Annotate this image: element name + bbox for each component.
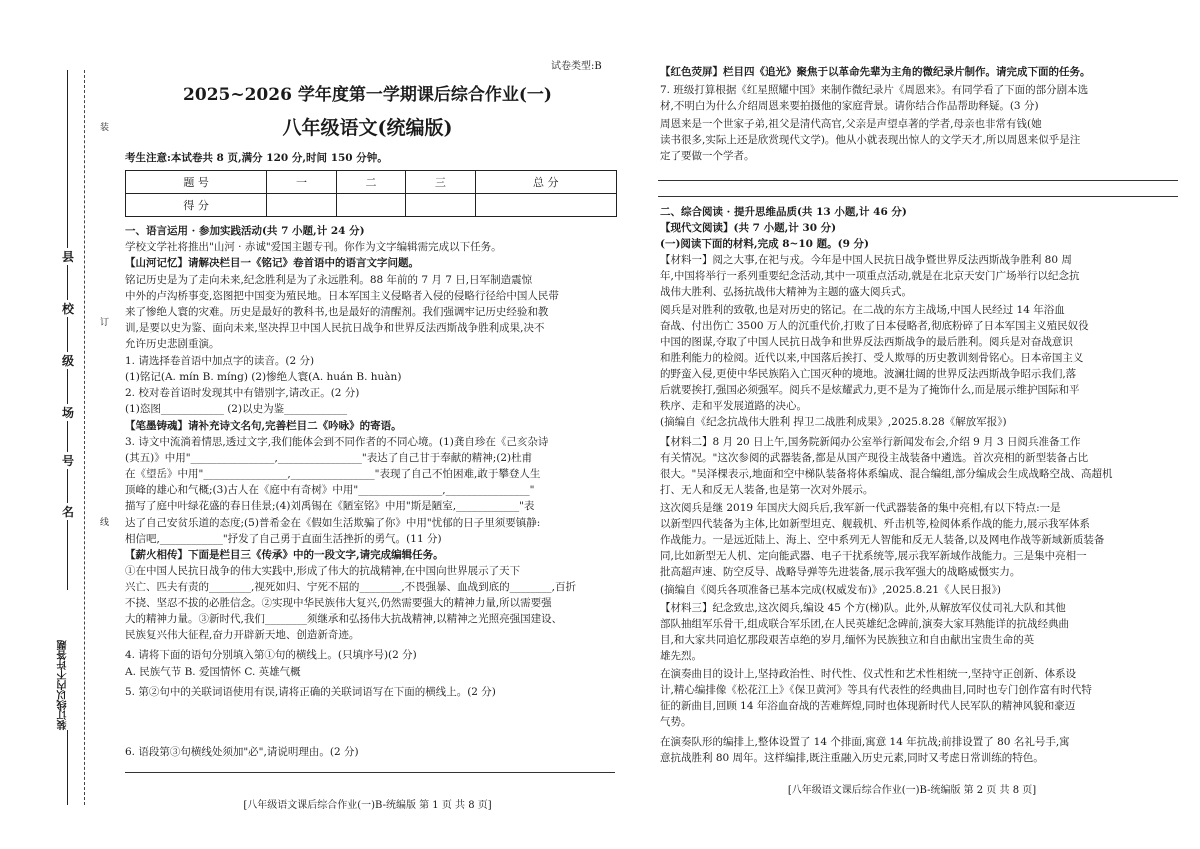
page2-line: 年,中国将举行一系列重要纪念活动,其中一项重点活动,就是在北京天安门广场举行以纪念抗 xyxy=(660,270,1080,282)
exam-page-2 xyxy=(638,0,1186,849)
page2-line: 周恩来是一个世家子弟,祖父是清代高官,父亲是声望卓著的学者,母亲也非常有钱(她 xyxy=(660,118,1042,130)
page2-footer: [八年级语文课后综合作业(一)B-统编版 第 2 页 共 8 页] xyxy=(787,785,1037,796)
binding-margin xyxy=(0,0,110,849)
page1-line: 【山河记忆】请解决栏目一《铭记》卷首语中的语言文字问题。 xyxy=(125,257,419,269)
binding-note: 装订线以内不许答题 xyxy=(56,590,80,730)
answer-line-q7-a xyxy=(658,180,1178,181)
page1-line: 铭记历史是为了走向未来,纪念胜利是为了永远胜利。88 年前的 7 月 7 日,日军制造震惊 xyxy=(125,274,533,286)
page1-line: 1. 请选择卷首语中加点字的读音。(2 分) xyxy=(125,355,315,367)
page1-line: 达了自己安贫乐道的态度;(5)普希金在《假如生活欺骗了你》中用"忧郁的日子里须要镇静: xyxy=(125,517,541,529)
exam-type: 试卷类型:B xyxy=(551,61,602,72)
score-row-label: 得 分 xyxy=(126,194,267,217)
page1-line: 允许历史悲剧重演。 xyxy=(125,338,220,350)
score-header-part3: 三 xyxy=(406,171,475,194)
page2-line: 部队抽组军乐骨干,组成联合军乐团,在人民英雄纪念碑前,演奏大家耳熟能详的抗战经典曲 xyxy=(660,618,1070,630)
page1-line: 民族复兴伟大征程,奋力开辟新天地、创造新奇迹。 xyxy=(125,629,360,641)
page2-line: (一)阅读下面的材料,完成 8~10 题。(9 分) xyxy=(660,238,870,250)
page2-line: 作战能力。一是远近陆上、海上、空中系列无人智能和反无人装备,以及网电作战等新域新质装备 xyxy=(660,534,1105,546)
score-header-part2: 二 xyxy=(336,171,405,194)
page2-line: 以新型四代装备为主体,比如新型坦克、舰载机、歼击机等,检阅体系作战的能力,展示我军体系 xyxy=(660,518,1091,530)
page1-line: 2. 校对卷首语时发现其中有错别字,请改正。(2 分) xyxy=(125,387,360,399)
page1-footer: [八年级语文课后综合作业(一)B-统编版 第 1 页 共 8 页] xyxy=(243,800,492,811)
page2-line: 战伟大胜利、弘扬抗战伟大精神为主题的盛大阅兵式。 xyxy=(660,286,912,298)
page2-line: 计,精心编排像《松花江上》《保卫黄河》等具有代表性的经典曲目,同时也专门创作富有时代特 xyxy=(660,684,1092,696)
page1-line: 来了惨绝人寰的灾难。历史是最好的教科书,也是最好的清醒剂。我们强调牢记历史经验和教 xyxy=(125,306,549,318)
answer-line-q7-b xyxy=(658,196,1178,197)
answer-line-q6 xyxy=(125,772,615,773)
page2-line: 意抗战胜利 80 周年。这样编排,既注重融入历史元素,同时又考虑日常训练的特色。 xyxy=(660,752,1044,764)
page2-line: 有关情况。"这次参阅的武器装备,都是从国产现役主战装备中遴选。首次亮相的新型装备占比 xyxy=(660,452,1089,464)
exam-title: 2025~2026 学年度第一学期课后综合作业(一) xyxy=(183,85,552,105)
page1-line: 【笔墨铸魂】请补充诗文名句,完善栏目二《吟咏》的寄语。 xyxy=(125,420,402,432)
page2-line: 目,和大家共同追忆那段艰苦卓绝的岁月,缅怀为民族独立和自由献出宝贵生命的英 xyxy=(660,634,1035,646)
page1-line: 顶峰的雄心和气概;(3)古人在《庭中有奇树》中用"________________,________________" xyxy=(125,484,535,496)
binding-mark-2: 订 xyxy=(100,318,110,328)
score-cell-part3[interactable] xyxy=(406,194,475,217)
page2-line: 【现代文阅读】(共 7 小题,计 30 分) xyxy=(660,222,837,234)
exam-notice: 考生注意:本试卷共 8 页,满分 120 分,时间 150 分钟。 xyxy=(125,152,388,164)
score-header-label: 题 号 xyxy=(126,171,267,194)
page2-line: 在演奏曲目的设计上,坚持政治性、时代性、仪式性和艺术性相统一,坚持守正创新、体系设 xyxy=(660,668,1077,680)
page2-line: 的野蛮入侵,更使中华民族陷入亡国灭种的境地。波澜壮阔的世界反法西斯战争昭示我们,落 xyxy=(660,368,1077,380)
binding-mark-1: 装 xyxy=(100,123,110,133)
score-cell-part2[interactable] xyxy=(336,194,405,217)
page2-line: 在演奏队形的编排上,整体设置了 14 个排面,寓意 14 年抗战;前排设置了 80 名礼号手,寓 xyxy=(660,736,1070,748)
page2-line: 读书很多,实际上还是欣赏现代文学)。他从小就表现出惊人的文学天才,所以周恩来似乎是注 xyxy=(660,134,1081,146)
page1-line: A. 民族气节 B. 爱国情怀 C. 英雄气概 xyxy=(125,666,301,678)
page1-line: 描写了庭中叶绿花盛的春日佳景;(4)刘禹锡在《陋室铭》中用"斯是陋室,____________"表 xyxy=(125,500,535,512)
page1-line: 中外的卢沟桥事变,恣图把中国变为殖民地。日本军国主义侵略者入侵的侵略行径给中国人民带 xyxy=(125,290,559,302)
page2-line: 【材料一】阅之大事,在祀与戎。今年是中国人民抗日战争暨世界反法西斯战争胜利 80 周 xyxy=(660,254,1072,266)
page1-line: 训,是要以史为鉴、面向未来,坚决捍卫中国人民抗日战争和世界反法西斯战争胜利成果,决不 xyxy=(125,322,545,334)
page2-line: (摘编自《纪念抗战伟大胜利 捍卫二战胜利成果》,2025.8.28《解放军报》) xyxy=(660,416,1007,428)
page1-line: 大的精神力量。③新时代,我们________须继承和弘扬伟大抗战精神,以精神之光照亮强国建设、 xyxy=(125,613,563,625)
page1-line: 【薪火相传】下面是栏目三《传承》中的一段文字,请完成编辑任务。 xyxy=(125,549,444,561)
page2-line: 材,不明白为什么介绍周恩来要拍摄他的家庭背景。请你结合作品帮助释疑。(3 分) xyxy=(660,100,1039,112)
page2-line: 【材料三】纪念致忠,这次阅兵,编设 45 个方(梯)队。此外,从解放军仪仗司礼大队和其他 xyxy=(660,602,1066,614)
page1-line: (1)恣图____________ (2)以史为鉴____________ xyxy=(125,403,348,415)
page1-line: 4. 请将下面的语句分别填入第①句的横线上。(只填序号)(2 分) xyxy=(125,649,417,661)
name-label: 名 xyxy=(61,505,74,519)
page2-line: 批高超声速、防空反导、战略导弹等先进装备,展示我军强大的战略威慑实力。 xyxy=(660,566,1021,578)
page1-line: (其五)》中用"________________,________________"表达了自己甘于奉献的精神;(2)杜甫 xyxy=(125,452,533,464)
binding-dashed-line xyxy=(84,70,85,805)
exam-subtitle: 八年级语文(统编版) xyxy=(282,117,453,139)
page1-line: 不挠、坚忍不拔的必胜信念。②实现中华民族伟大复兴,仍然需要强大的精神力量,所以需要强 xyxy=(125,597,552,609)
page2-line: 这次阅兵是继 2019 年国庆大阅兵后,我军新一代武器装备的集中亮相,有以下特点:一是 xyxy=(660,502,1061,514)
page1-line: 3. 诗文中流淌着情思,透过文字,我们能体会到不同作者的不同心境。(1)龚自珍在《己亥杂诗 xyxy=(125,436,549,448)
score-table xyxy=(125,170,617,217)
seat-number-label: 号 xyxy=(61,454,74,468)
page1-line: 相信吧,____________"抒发了自己勇于直面生活挫折的勇气。(11 分) xyxy=(125,533,442,545)
score-cell-part1[interactable] xyxy=(267,194,336,217)
page2-line: 同,比如新型无人机、定向能武器、电子干扰系统等,展示我军新域作战能力。三是集中亮相一 xyxy=(660,550,1087,562)
score-cell-total[interactable] xyxy=(475,194,616,217)
page1-line: 在《望岳》中用"________________,________________"表现了自己不怕困难,敢于攀登人生 xyxy=(125,468,541,480)
page2-line: 定了要做一个学者。 xyxy=(660,150,755,162)
exam-room-label: 场 xyxy=(61,406,74,420)
page1-line: 一、语言运用 · 参加实践活动(共 7 小题,计 24 分) xyxy=(125,225,365,237)
page2-line: (摘编自《阅兵各项准备已基本完成(权威发布)》,2025.8.21《人民日报》) xyxy=(660,584,1001,596)
page1-line: 兴亡、匹夫有责的________,视死如归、宁死不屈的________,不畏强暴、血战到底的________,百折 xyxy=(125,581,577,593)
page2-line: 【材料二】8 月 20 日上午,国务院新闻办公室举行新闻发布会,介绍 9 月 3 日阅兵准备工作 xyxy=(660,436,1081,448)
page2-line: 雄先烈。 xyxy=(660,650,702,662)
page2-line: 【红色荧屏】栏目四《追光》聚焦于以革命先辈为主角的微纪录片制作。请完成下面的任务。 xyxy=(660,66,1091,78)
page2-line: 和胜利能力的检阅。近代以来,中国落后挨打、受人欺辱的历史教训刻骨铭心。日本帝国主义 xyxy=(660,352,1084,364)
page1-line: 5. 第②句中的关联词语使用有误,请将正确的关联词语写在下面的横线上。(2 分) xyxy=(125,686,496,698)
score-header-part1: 一 xyxy=(267,171,336,194)
page2-line: 二、综合阅读 · 提升思维品质(共 13 小题,计 46 分) xyxy=(660,206,907,218)
county-label: 县 xyxy=(61,250,74,264)
page1-line: 学校文学社将推出"山河 · 赤诚"爱国主题专刊。你作为文字编辑需完成以下任务。 xyxy=(125,241,502,253)
page2-line: 中国的图谋,夺取了中国人民抗日战争和世界反法西斯战争的最后胜利。阅兵是对奋战意识 xyxy=(660,336,1073,348)
page1-line: (1)铭记(A. mín B. míng) (2)惨绝人寰(A. huán B. huàn) xyxy=(125,371,402,383)
school-label: 校 xyxy=(61,302,74,316)
page2-line: 气势。 xyxy=(660,716,692,728)
exam-page-1 xyxy=(115,0,620,849)
score-header-total: 总 分 xyxy=(475,171,616,194)
page1-line: 6. 语段第③句横线处须加"必",请说明理由。(2 分) xyxy=(125,746,359,758)
page2-line: 很大。"吴泽棵表示,地面和空中梯队装备将体系编成、混合编组,部分编成会生成战略空战、高超机 xyxy=(660,468,1113,480)
page2-line: 征的新曲目,回顾 14 年浴血奋战的苦难辉煌,同时也体现新时代人民军队的精神风貌和豪迈 xyxy=(660,700,1076,712)
page2-line: 秩序、走和平发展道路的决心。 xyxy=(660,400,807,412)
page2-line: 奋战、付出伤亡 3500 万人的沉重代价,打败了日本侵略者,彻底粉碎了日本军国主义殖民奴役 xyxy=(660,320,1089,332)
class-label: 级 xyxy=(61,354,74,368)
page2-line: 后就要挨打,强国必须强军。阅兵不是炫耀武力,更不是为了掩饰什么,而是展示维护国际和平 xyxy=(660,384,1080,396)
page2-line: 7. 班级打算根据《红星照耀中国》来制作微纪录片《周恩来》。有同学看了下面的部分剧本选 xyxy=(660,84,1089,96)
page1-line: ①在中国人民抗日战争的伟大实践中,形成了伟大的抗战精神,在中国向世界展示了天下 xyxy=(125,565,521,577)
binding-mark-3: 线 xyxy=(100,518,110,528)
page2-line: 阅兵是对胜利的致敬,也是对历史的铭记。在二战的东方主战场,中国人民经过 14 年浴血 xyxy=(660,304,1065,316)
page2-line: 打、无人和反无人装备,也是第一次对外展示。 xyxy=(660,484,874,496)
